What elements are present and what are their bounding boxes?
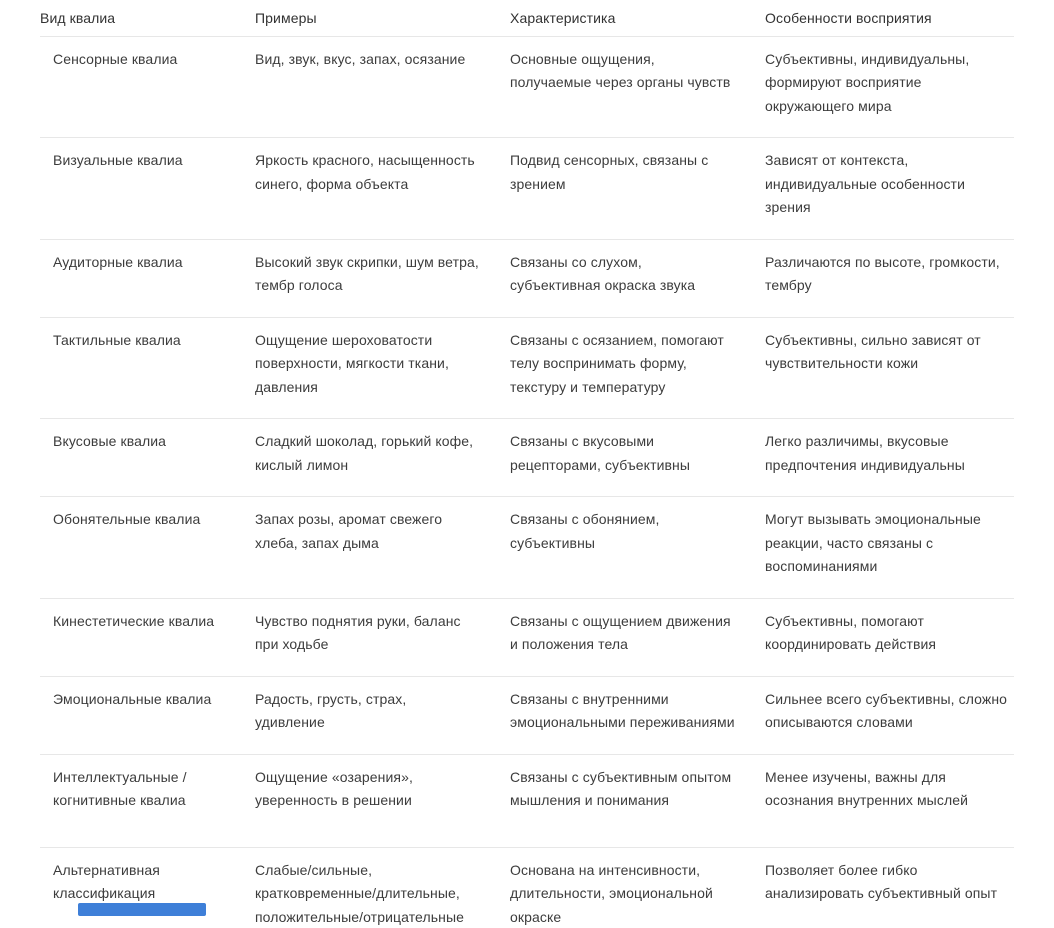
cell-qualia-type: Тактильные квалиа bbox=[53, 331, 181, 348]
cell-qualia-type: Вкусовые квалиа bbox=[53, 433, 167, 449]
table-row bbox=[40, 497, 1014, 599]
qualia-table bbox=[40, 0, 1014, 928]
cell-characteristic: Связаны со слухом, субъективная окраска звука bbox=[510, 253, 696, 293]
cell-qualia-type: Обонятельные квалиа bbox=[53, 511, 201, 527]
cell-characteristic: Связаны с обонянием, субъективны bbox=[510, 511, 660, 551]
cell-examples: Запах розы, аромат свежего хлеба, запах дыма bbox=[255, 511, 443, 551]
cell-perception: Различаются по высоте, громкости, тембру bbox=[765, 253, 1000, 293]
horizontal-scrollbar-thumb[interactable] bbox=[78, 903, 206, 916]
cell-characteristic: Связаны с субъективным опытом мышления и понимания bbox=[510, 768, 732, 808]
cell-characteristic: Связаны с ощущением движения и положения тела bbox=[510, 612, 731, 652]
cell-qualia-type: Визуальные квалиа bbox=[53, 152, 183, 168]
cell-examples: Ощущение «озарения», уверенность в решении bbox=[255, 768, 413, 808]
cell-perception: Сильнее всего субъективны, сложно описываются словами bbox=[765, 690, 1008, 730]
table-row bbox=[40, 419, 1014, 497]
cell-characteristic: Связаны с осязанием, помогают телу воспринимать форму, текстуру и температуру bbox=[510, 331, 724, 395]
cell-examples: Сладкий шоколад, горький кофе, кислый лимон bbox=[255, 433, 474, 473]
cell-qualia-type: Альтернативная классификация bbox=[53, 861, 160, 901]
cell-characteristic: Подвид сенсорных, связаны с зрением bbox=[510, 152, 709, 192]
column-header-type: Вид квалиа bbox=[40, 10, 116, 26]
table-row bbox=[40, 755, 1014, 848]
cell-examples: Высокий звук скрипки, шум ветра, тембр голоса bbox=[255, 253, 479, 293]
table-row bbox=[40, 37, 1014, 139]
cell-qualia-type: Интеллектуальные / когнитивные квалиа bbox=[53, 768, 187, 808]
table-body bbox=[40, 37, 1014, 928]
column-header-examples: Примеры bbox=[255, 10, 317, 26]
table-row bbox=[40, 318, 1014, 420]
cell-qualia-type: Аудиторные квалиа bbox=[53, 253, 183, 270]
cell-characteristic: Основана на интенсивности, длительности, эмоциональной окраске bbox=[510, 861, 713, 925]
column-header-characteristic: Характеристика bbox=[510, 10, 616, 26]
cell-examples: Слабые/сильные, кратковременные/длительные, положительные/отрицательные bbox=[255, 861, 465, 925]
table-row bbox=[40, 138, 1014, 240]
cell-perception: Могут вызывать эмоциональные реакции, часто связаны с воспоминаниями bbox=[765, 511, 981, 574]
table-header-row bbox=[40, 0, 1014, 37]
cell-characteristic: Основные ощущения, получаемые через органы чувств bbox=[510, 50, 731, 90]
cell-examples: Радость, грусть, страх, удивление bbox=[255, 690, 407, 730]
cell-perception: Субъективны, индивидуальны, формируют восприятие окружающего мира bbox=[765, 50, 970, 114]
table-row bbox=[40, 599, 1014, 677]
cell-qualia-type: Эмоциональные квалиа bbox=[53, 690, 212, 707]
cell-characteristic: Связаны с внутренними эмоциональными переживаниями bbox=[510, 690, 735, 730]
cell-perception: Субъективны, помогают координировать действия bbox=[765, 612, 937, 652]
cell-perception: Менее изучены, важны для осознания внутренних мыслей bbox=[765, 768, 969, 808]
table-row bbox=[40, 677, 1014, 755]
cell-examples: Ощущение шероховатости поверхности, мягкости ткани, давления bbox=[255, 331, 449, 395]
table-row bbox=[40, 240, 1014, 318]
cell-perception: Легко различимы, вкусовые предпочтения индивидуальны bbox=[765, 433, 965, 473]
column-header-perception: Особенности восприятия bbox=[765, 10, 932, 26]
cell-perception: Позволяет более гибко анализировать субъективный опыт bbox=[765, 861, 998, 901]
cell-perception: Субъективны, сильно зависят от чувствительности кожи bbox=[765, 331, 981, 371]
cell-characteristic: Связаны с вкусовыми рецепторами, субъективны bbox=[510, 433, 691, 473]
cell-perception: Зависят от контекста, индивидуальные особенности зрения bbox=[765, 152, 965, 215]
cell-qualia-type: Кинестетические квалиа bbox=[53, 612, 215, 629]
cell-examples: Яркость красного, насыщенность синего, форма объекта bbox=[255, 152, 475, 192]
cell-examples: Вид, звук, вкус, запах, осязание bbox=[255, 50, 466, 67]
cell-examples: Чувство поднятия руки, баланс при ходьбе bbox=[255, 612, 461, 652]
cell-qualia-type: Сенсорные квалиа bbox=[53, 50, 178, 67]
